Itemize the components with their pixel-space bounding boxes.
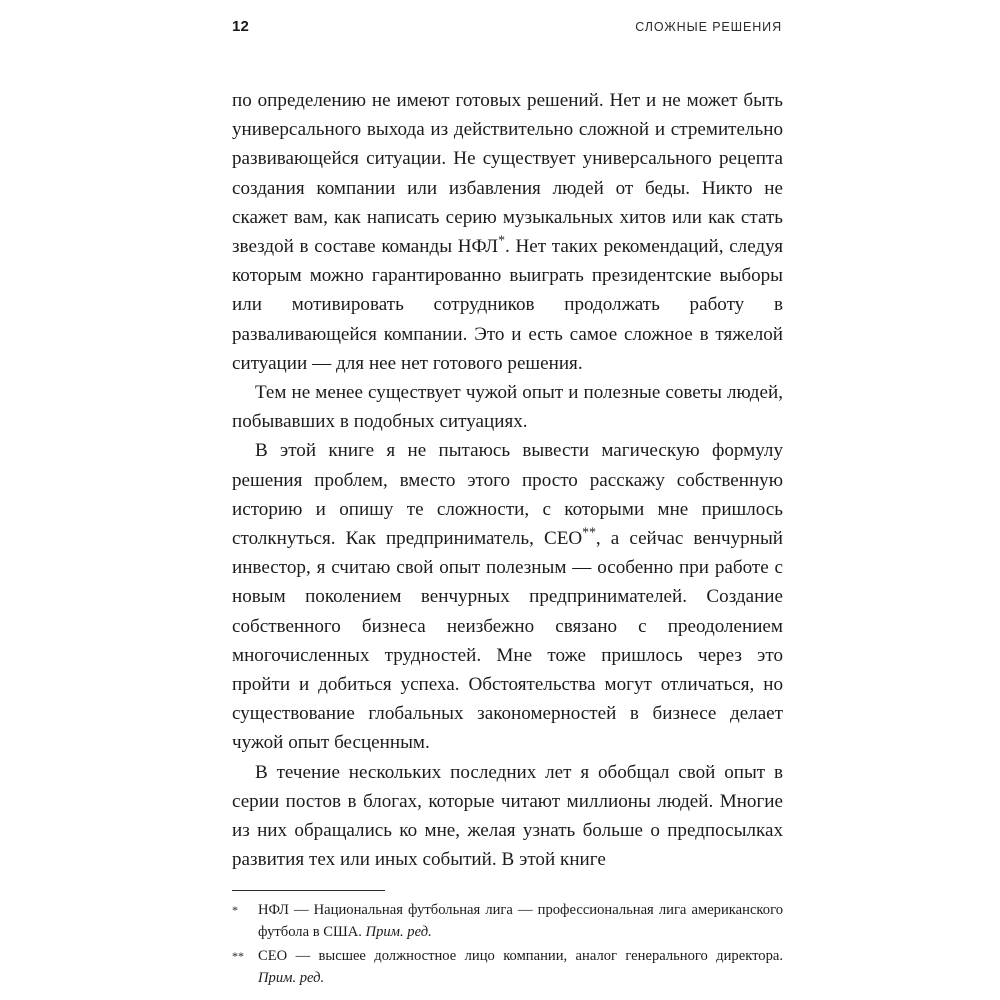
body-text-block — [232, 86, 783, 874]
footnote-2-marker: ** — [232, 949, 244, 963]
footnote-1-source: Прим. ред. — [365, 923, 432, 940]
footnote-marker-1[interactable]: * — [498, 232, 506, 248]
footnote-2-source: Прим. ред. — [258, 969, 325, 986]
paragraph-3-text-after-footnote: , а сейчас венчурный инвестор, я считаю свой опыт полезным — особенно при работе с новым поколением венчурных предпринимателей. Создание собственного бизнеса неизбежно связано с преодолением многочисленных трудностей. Мне тоже пришлось через это пройти и добиться успеха. Обстоятельства могут отличаться, но существование глобальных закономерностей в бизнесе делает чужой опыт бесценным. — [232, 528, 783, 754]
page-number: 12 — [232, 18, 250, 35]
paragraph-3 — [232, 436, 783, 757]
paragraph-1 — [232, 86, 783, 378]
footnote-1-marker: * — [232, 903, 238, 917]
footnote-item-1 — [232, 900, 783, 943]
paragraph-4: В течение нескольких последних лет я обобщал свой опыт в серии постов в блогах, которые читают миллионы людей. Многие из них обращались ко мне, желая узнать больше о предпосылках развития тех или иных событий. В этой книге — [232, 761, 783, 871]
footnote-2-text — [258, 946, 783, 989]
footnote-1-body: НФЛ — Национальная футбольная лига — профессиональная лига американского футбола в США. — [258, 902, 783, 940]
paragraph-2: Тем не менее существует чужой опыт и полезные советы людей, побывавших в подобных ситуациях. — [232, 382, 783, 433]
footnote-item-2 — [232, 946, 783, 989]
footnote-marker-2[interactable]: ** — [582, 524, 596, 540]
paragraph-3-text-before-footnote: В этой книге я не пытаюсь вывести магическую формулу решения проблем, вместо этого просто расскажу собственную историю и опишу те сложности, с которыми мне пришлось столкнуться. Как предприниматель, CEO — [232, 440, 783, 550]
running-head — [232, 18, 782, 35]
footnote-separator-rule — [232, 890, 385, 891]
footnote-2-body: CEO — высшее должностное лицо компании, аналог генерального директора. — [258, 948, 783, 964]
footnote-1-text — [258, 900, 783, 943]
paragraph-1-text-before-footnote: по определению не имеют готовых решений. Нет и не может быть универсального выхода из действительно сложной и стремительно развивающейся ситуации. Не существует универсального рецепта создания компании или избавления людей от беды. Никто не скажет вам, как написать серию музыкальных хитов или как стать звездой в составе команды НФЛ — [232, 90, 783, 258]
running-title: СЛОЖНЫЕ РЕШЕНИЯ — [635, 20, 782, 34]
footnotes-area — [232, 890, 783, 992]
paragraph-1-text-after-footnote: . Нет таких рекомендаций, следуя которым можно гарантированно выиграть президентские выборы или мотивировать сотрудников продолжать работу в разваливающейся компании. Это и есть самое сложное в тяжелой ситуации — для нее нет готового решения. — [232, 236, 784, 374]
